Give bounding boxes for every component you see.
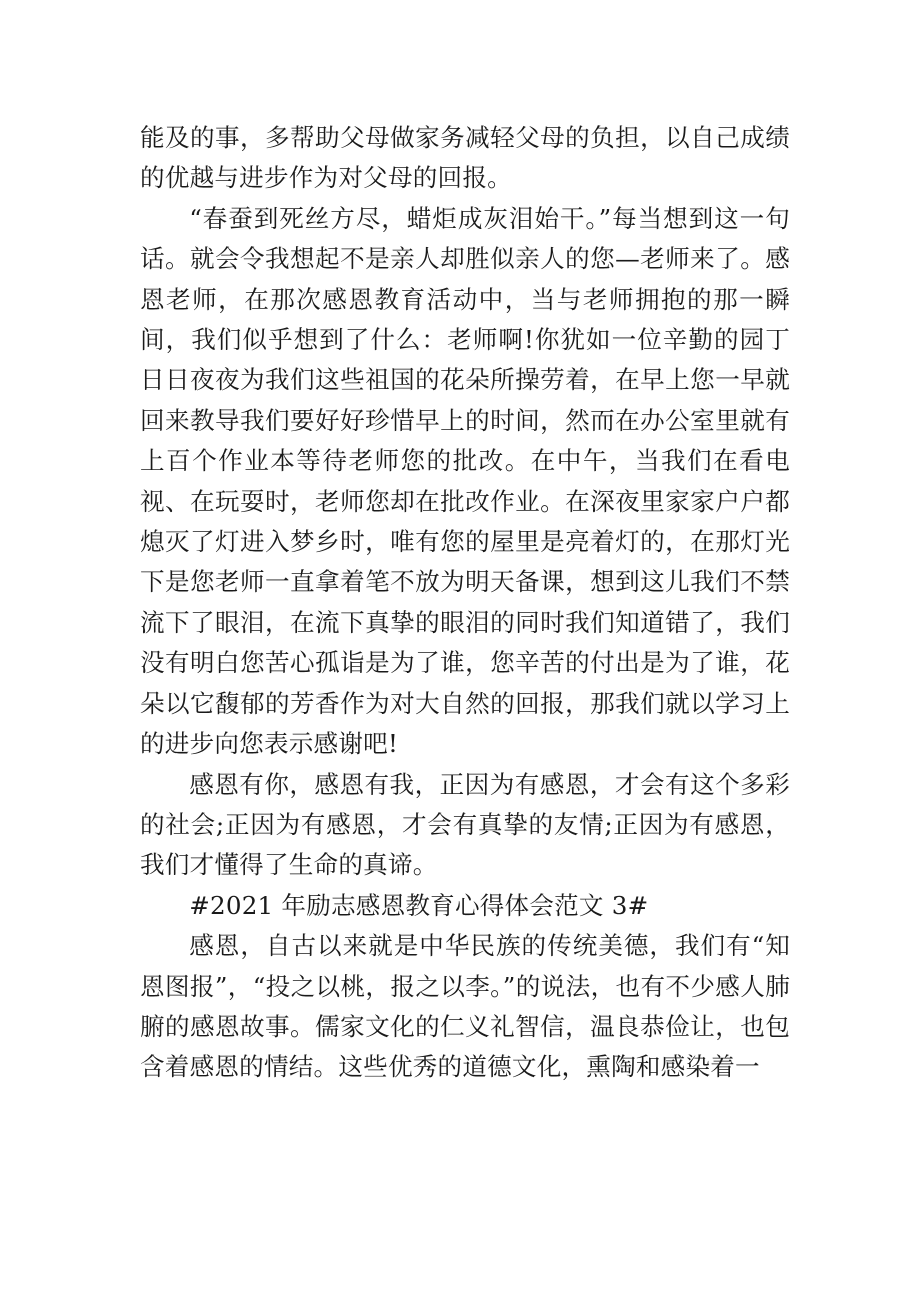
document-body [140,118,790,1088]
paragraph-2: “春蚕到死丝方尽，蜡炬成灰泪始干。”每当想到这一句话。就会令我想起不是亲人却胜似亲人的您—老师来了。感恩老师，在那次感恩教育活动中，当与老师拥抱的那一瞬间，我们似乎想到了什么：老师啊!你犹如一位辛勤的园丁日日夜夜为我们这些祖国的花朵所操劳着，在早上您一早就回来教导我们要好好珍惜早上的时间，然而在办公室里就有上百个作业本等待老师您的批改。在中午，当我们在看电视、在玩耍时，老师您却在批改作业。在深夜里家家户户都熄灭了灯进入梦乡时，唯有您的屋里是亮着灯的，在那灯光下是您老师一直拿着笔不放为明天备课，想到这儿我们不禁流下了眼泪，在流下真挚的眼泪的同时我们知道错了，我们没有明白您苦心孤诣是为了谁，您辛苦的付出是为了谁，花朵以它馥郁的芳香作为对大自然的回报，那我们就以学习上的进步向您表示感谢吧! [140,203,790,759]
paragraph-3: 感恩有你，感恩有我，正因为有感恩，才会有这个多彩的社会;正因为有感恩，才会有真挚的友情;正因为有感恩，我们才懂得了生命的真谛。 [140,769,790,880]
paragraph-4: 感恩，自古以来就是中华民族的传统美德，我们有“知恩图报”，“投之以桃，报之以李。”的说法，也有不少感人肺腑的感恩故事。儒家文化的仁义礼智信，温良恭俭让，也包含着感恩的情结。这些优秀的道德文化，熏陶和感染着一 [140,931,790,1082]
section-heading: #2021 年励志感恩教育心得体会范文 3# [189,890,649,920]
paragraph-1: 能及的事，多帮助父母做家务减轻父母的负担，以自己成绩的优越与进步作为对父母的回报。 [140,123,790,193]
